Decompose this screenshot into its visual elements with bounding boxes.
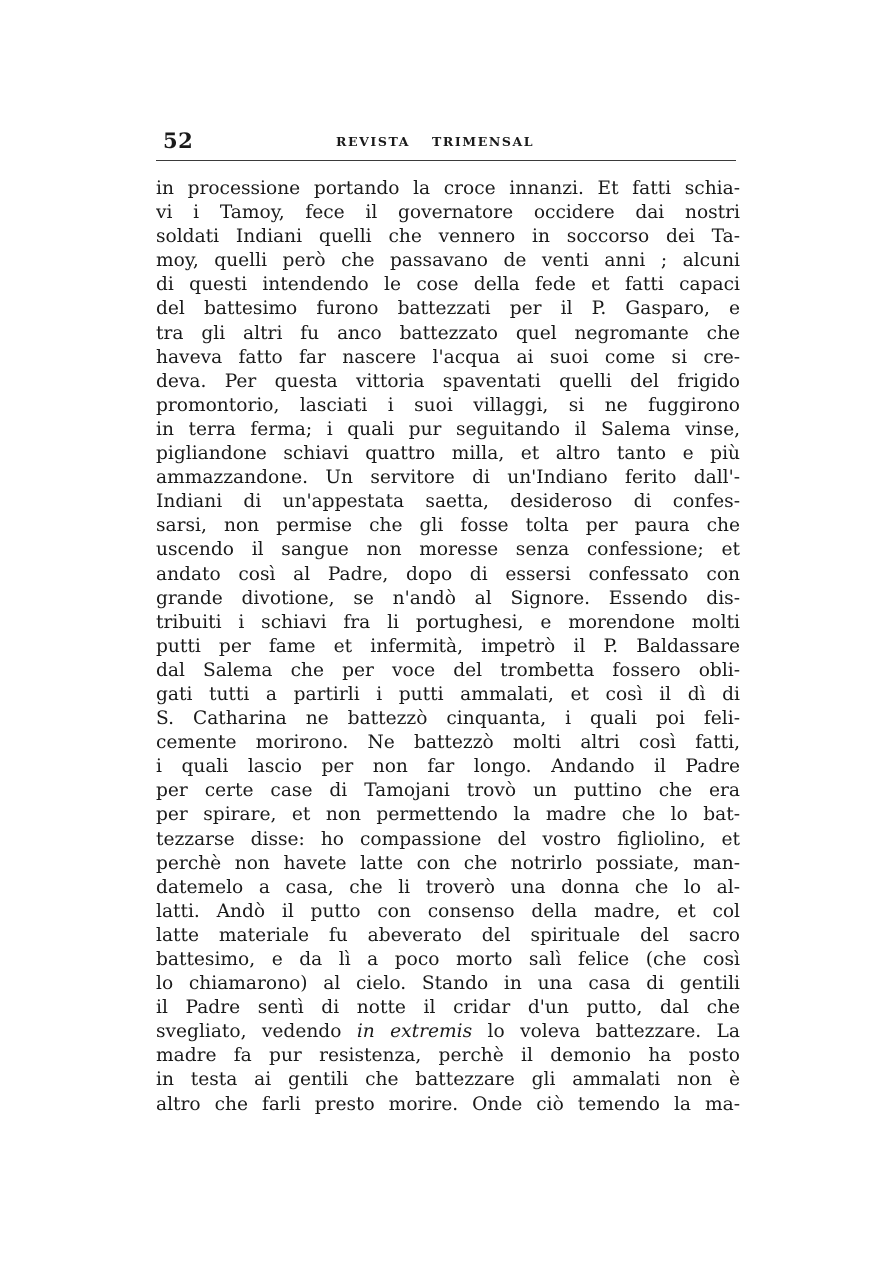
body-text xyxy=(156,177,740,1117)
text-line: uscendo il sangue non moresse senza confessione; et xyxy=(156,539,740,561)
text-line: deva. Per questa vittoria spaventati quelli del frigido xyxy=(156,370,740,392)
text-line: il Padre sentì di notte il cridar d'un putto, dal che xyxy=(156,997,740,1019)
text-line: di questi intendendo le cose della fede et fatti capaci xyxy=(156,274,740,296)
text-line: lo chiamarono) al cielo. Stando in una casa di gentili xyxy=(156,973,740,995)
page-number: 52 xyxy=(163,128,194,153)
text-line: per spirare, et non permettendo la madre che lo bat- xyxy=(156,804,740,826)
running-title: REVISTA TRIMENSAL xyxy=(336,134,535,149)
text-line: altro che farli presto morire. Onde ciò temendo la ma- xyxy=(156,1093,740,1115)
text-line: Indiani di un'appestata saetta, desideroso di confes- xyxy=(156,491,740,513)
text-line: tribuiti i schiavi fra li portughesi, e morendone molti xyxy=(156,611,740,633)
text-line: madre fa pur resistenza, perchè il demonio ha posto xyxy=(156,1045,740,1067)
running-head xyxy=(156,128,738,158)
text-line: cemente morirono. Ne battezzò molti altri così fatti, xyxy=(156,732,740,754)
text-line: perchè non havete latte con che notrirlo possiate, man- xyxy=(156,852,740,874)
text-segment: lo voleva battezzare. La xyxy=(472,1021,740,1043)
text-line: latti. Andò il putto con consenso della madre, et col xyxy=(156,900,740,922)
text-line: in terra ferma; i quali pur seguitando il Salema vinse, xyxy=(156,418,740,440)
text-line: moy, quelli però che passavano de venti anni ; alcuni xyxy=(156,250,740,272)
text-line: S. Catharina ne battezzò cinquanta, i quali poi feli- xyxy=(156,708,740,730)
text-line: promontorio, lasciati i suoi villaggi, si ne fuggirono xyxy=(156,394,740,416)
text-line: soldati Indiani quelli che vennero in soccorso dei Ta- xyxy=(156,226,740,248)
header-rule xyxy=(156,160,736,161)
text-line: i quali lascio per non far longo. Andando il Padre xyxy=(156,756,740,778)
text-line: datemelo a casa, che li troverò una donna che lo al- xyxy=(156,876,740,898)
text-line: pigliandone schiavi quattro milla, et altro tanto e più xyxy=(156,443,740,465)
text-line: sarsi, non permise che gli fosse tolta per paura che xyxy=(156,515,740,537)
text-line: in processione portando la croce innanzi. Et fatti schia- xyxy=(156,178,740,199)
text-line: andato così al Padre, dopo di essersi confessato con xyxy=(156,563,740,585)
text-line: putti per fame et infermità, impetrò il P. Baldassare xyxy=(156,635,740,657)
text-line: del battesimo furono battezzati per il P. Gasparo, e xyxy=(156,298,740,320)
text-line: gati tutti a partirli i putti ammalati, et così il dì di xyxy=(156,683,740,705)
text-line: dal Salema che per voce del trombetta fossero obli- xyxy=(156,659,740,681)
text-line: haveva fatto far nascere l'acqua ai suoi come si cre- xyxy=(156,346,740,368)
text-segment: svegliato, vedendo xyxy=(156,1021,357,1043)
text-line: per certe case di Tamojani trovò un puttino che era xyxy=(156,780,740,802)
text-line: vi i Tamoy, fece il governatore occidere dai nostri xyxy=(156,202,740,224)
text-line: in testa ai gentili che battezzare gli ammalati non è xyxy=(156,1069,740,1091)
italic-phrase: in extremis xyxy=(356,1021,473,1043)
text-line: tezzarse disse: ho compassione del vostro figliolino, et xyxy=(156,828,740,850)
text-line: tra gli altri fu anco battezzato quel negromante che xyxy=(156,322,740,344)
text-line: battesimo, e da lì a poco morto salì felice (che così xyxy=(156,949,740,970)
text-line: latte materiale fu abeverato del spirituale del sacro xyxy=(156,924,740,946)
text-line: grande divotione, se n'andò al Signore. Essendo dis- xyxy=(156,587,740,609)
text-line xyxy=(156,1020,740,1044)
text-line: ammazzandone. Un servitore di un'Indiano ferito dall'- xyxy=(156,467,740,489)
